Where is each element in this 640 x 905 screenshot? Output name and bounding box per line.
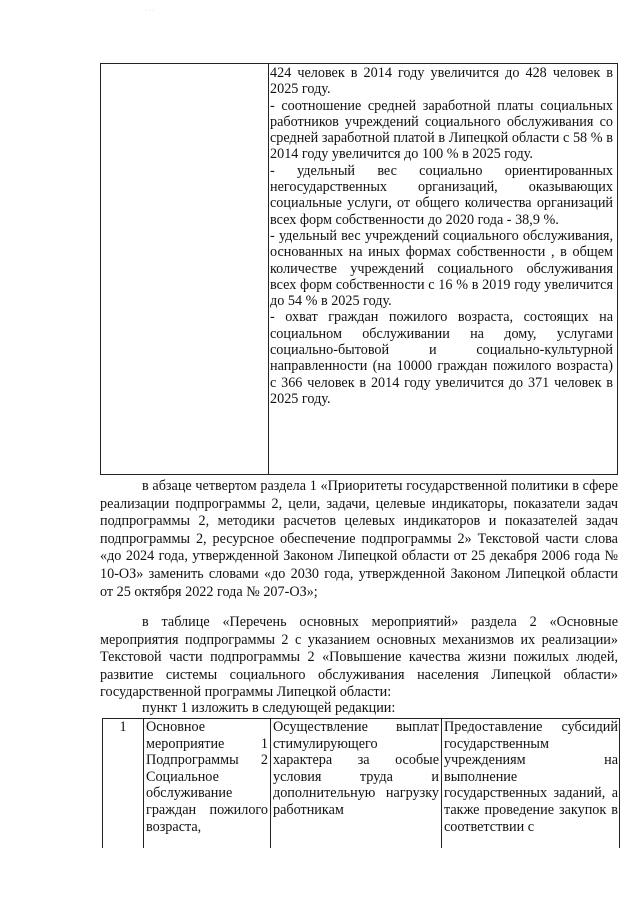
measure-name-cell: Основное мероприятие 1 Подпрограммы 2 Социальное обслуживание граждан пожилого возраста, [146,719,268,835]
scan-artifact: · · · [145,8,154,14]
indicator-item: - соотношение средней заработной платы социальных работников учреждений социального обслуживания со средней заработной платой в Липецкой области с 58 % в 2014 году увеличится до 100 % в 2025 году. [270,97,613,163]
indicator-item: - удельный вес социально ориентированных негосударственных организаций, оказывающих социальные услуги, от общего количества организаций всех форм собственности до 2020 года - 38,9 %. [270,162,613,228]
table-column-divider [441,719,442,848]
paragraph-section1-amendment: в абзаце четвертом раздела 1 «Приоритеты государственной политики в сфере реализации подпрограммы 2, цели, задачи, целевые индикаторы, показатели задач подпрограммы 2, методики расчетов целевых индикаторов и показателей задач подпрограммы 2, ресурсное обеспечение подпрограммы 2» Текстовой части слова «до 2024 года, утвержденной Законом Липецкой области от 25 декабря 2006 года № 10-ОЗ» заменить словами «до 2030 года, утвержденной Законом Липецкой области от 25 октября 2022 года № 207-ОЗ»; [100,478,618,600]
table-column-divider [268,64,269,474]
paragraph-table-amendment: в таблице «Перечень основных мероприятий» раздела 2 «Основные мероприятия подпрограммы 2 с указанием основных механизмов их реализации» Текстовой части подпрограммы 2 «Повышение качества жизни пожилых людей, развитие системы социального обслуживания населения Липецкой области» государственной программы Липецкой области: [100,614,618,701]
paragraph-item1-intro: пункт 1 изложить в следующей редакции: [142,700,396,716]
row-number-cell: 1 [119,719,127,735]
table-column-divider [143,719,144,848]
indicators-table [100,63,618,475]
measure-mechanism-cell: Предоставление субсидий государственным учреждениям на выполнение государственных заданий, а также проведение закупок в соответствии с [444,719,618,835]
indicator-item: - удельный вес учреждений социального обслуживания, основанных на иных формах собственности , в общем количестве учреждений социального обслуживания всех форм собственности с 16 % в 2019 году увеличится до 54 % в 2025 году. [270,227,613,310]
table-column-divider [270,719,271,848]
measure-description-cell: Осуществление выплат стимулирующего характера за особые условия труда и дополнительную нагрузку работникам [273,719,439,818]
indicator-item: 424 человек в 2014 году увеличится до 428 человек в 2025 году. [270,65,613,98]
indicators-cell [270,65,613,407]
indicator-item: - охват граждан пожилого возраста, состоящих на социальном обслуживании на дому, услугами социально-бытовой и социально-культурной направленности (на 10000 граждан пожилого возраста) с 366 человек в 2014 году увеличится до 371 человек в 2025 году. [270,309,613,407]
measures-table [102,718,620,848]
